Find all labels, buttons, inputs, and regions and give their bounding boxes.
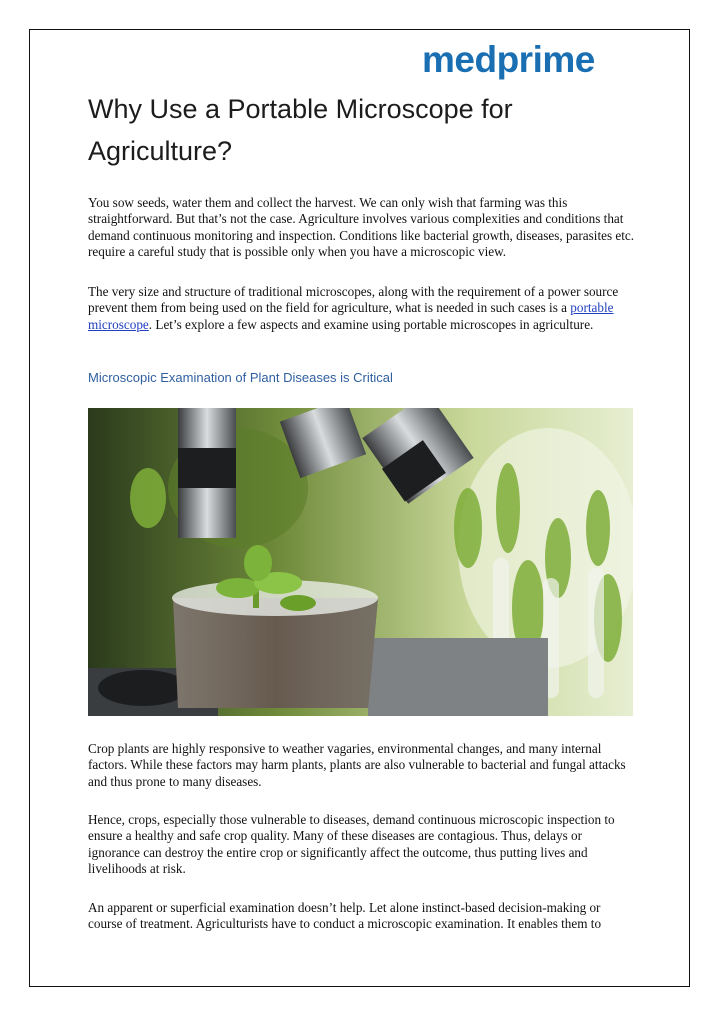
section-heading: Microscopic Examination of Plant Diseases is Critical: [88, 370, 393, 385]
intro-paragraph-1: You sow seeds, water them and collect the harvest. We can only wish that farming was this straightforward. But that’s not the case. Agriculture involves various complexities and conditions that demand continuous monitoring and inspection. Conditions like bacterial growth, diseases, parasites etc. require a careful study that is possible only when you have a microscopic view.: [88, 195, 635, 259]
intro-paragraph-2-text-a: The very size and structure of traditional microscopes, along with the requirement of a power source prevent them from being used on the field for agriculture, what is needed in such cases is a: [88, 284, 619, 316]
intro-paragraph-2-text-b: . Let’s explore a few aspects and examine using portable microscopes in agriculture.: [148, 316, 594, 332]
body-paragraph-2: Hence, crops, especially those vulnerable to diseases, demand continuous microscopic inspection to ensure a healthy and safe crop quality. Many of these diseases are contagious. Thus, delays or ignorance can destroy the entire crop or significantly affect the outcome, thus putting lives and livelihoods at risk.: [88, 812, 615, 876]
medprime-logo: medprime: [422, 39, 595, 80]
body-paragraph-1: Crop plants are highly responsive to weather vagaries, environmental changes, and many internal factors. While these factors may harm plants, plants are also vulnerable to bacterial and fungal attacks and thus prone to many diseases.: [88, 741, 626, 789]
microscope-plant-photo: [88, 408, 633, 716]
portable-microscope-link[interactable]: portable microscope: [88, 300, 614, 332]
document-title: Why Use a Portable Microscope for Agriculture?: [88, 94, 513, 166]
body-paragraph-3: An apparent or superficial examination doesn’t help. Let alone instinct-based decision-making or course of treatment. Agriculturists have to conduct a microscopic examination. It enables them to: [88, 900, 602, 932]
intro-paragraph-2: [88, 284, 636, 333]
